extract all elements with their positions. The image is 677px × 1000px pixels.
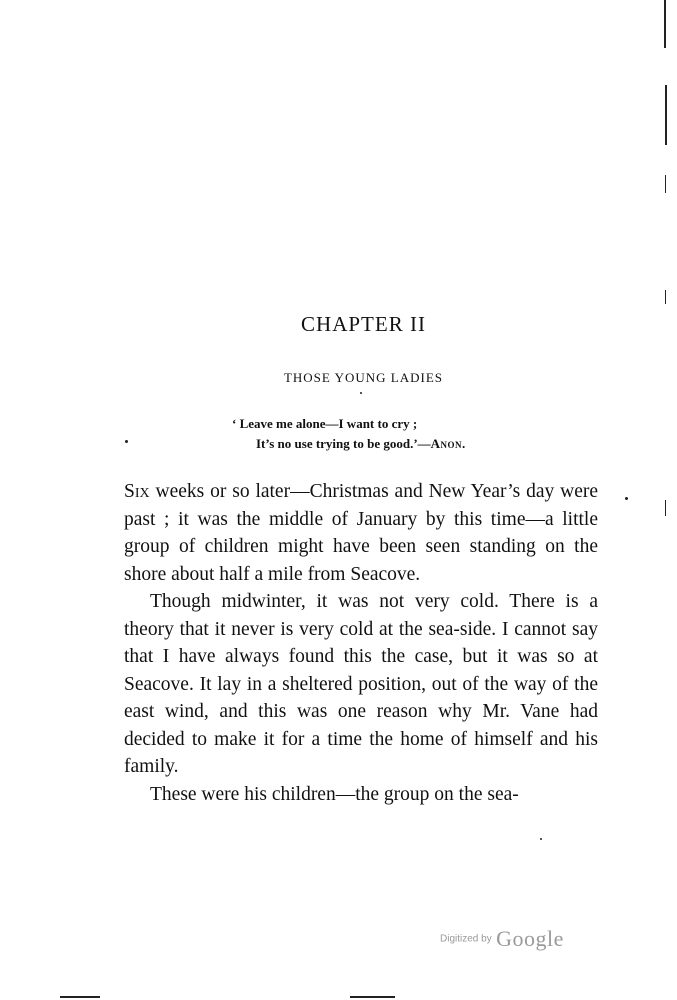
scan-speck: [540, 838, 542, 840]
scan-edge-mark: [664, 0, 666, 48]
scan-edge-mark: [665, 290, 666, 304]
paragraph-1: [124, 478, 598, 588]
scan-edge-mark: [350, 996, 395, 998]
scan-speck: [360, 392, 362, 394]
paragraph-1-lead: Six: [124, 481, 150, 502]
epigraph-line-2-text: It’s no use trying to be good.’—: [256, 436, 431, 451]
scan-edge-mark: [665, 500, 666, 516]
scan-edge-mark: [60, 996, 100, 998]
watermark-prefix: Digitized by: [440, 933, 492, 945]
scan-edge-mark: [665, 175, 666, 193]
scan-speck: [125, 440, 128, 443]
digitized-watermark: [440, 926, 564, 952]
chapter-heading: CHAPTER II: [301, 312, 426, 336]
scan-speck: [625, 497, 628, 500]
scan-edge-mark: [665, 85, 667, 145]
paragraph-1-text: weeks or so later—Christmas and New Year’s day were past ; it was the middle of January by this time—a little group of children might have been seen standing on the shore about half a mile from Seacove.: [124, 481, 598, 585]
epigraph-line-1: ‘ Leave me alone—I want to cry ;: [232, 416, 418, 431]
epigraph: [232, 414, 466, 454]
epigraph-line-2: [232, 434, 466, 454]
chapter-title: THOSE YOUNG LADIES: [283, 370, 444, 385]
watermark-brand: Google: [496, 926, 564, 951]
body-text: [124, 478, 598, 808]
epigraph-attribution: Anon.: [430, 436, 466, 451]
paragraph-2: Though midwinter, it was not very cold. There is a theory that it never is very cold at the sea-side. I cannot say that I have always found this the case, but it was so at Seacove. It lay in a sheltered position, out of the way of the east wind, and this was one reason why Mr. Vane had decided to make it for a time the home of himself and his family.: [124, 591, 598, 777]
paragraph-3: These were his children—the group on the sea-: [150, 783, 519, 805]
